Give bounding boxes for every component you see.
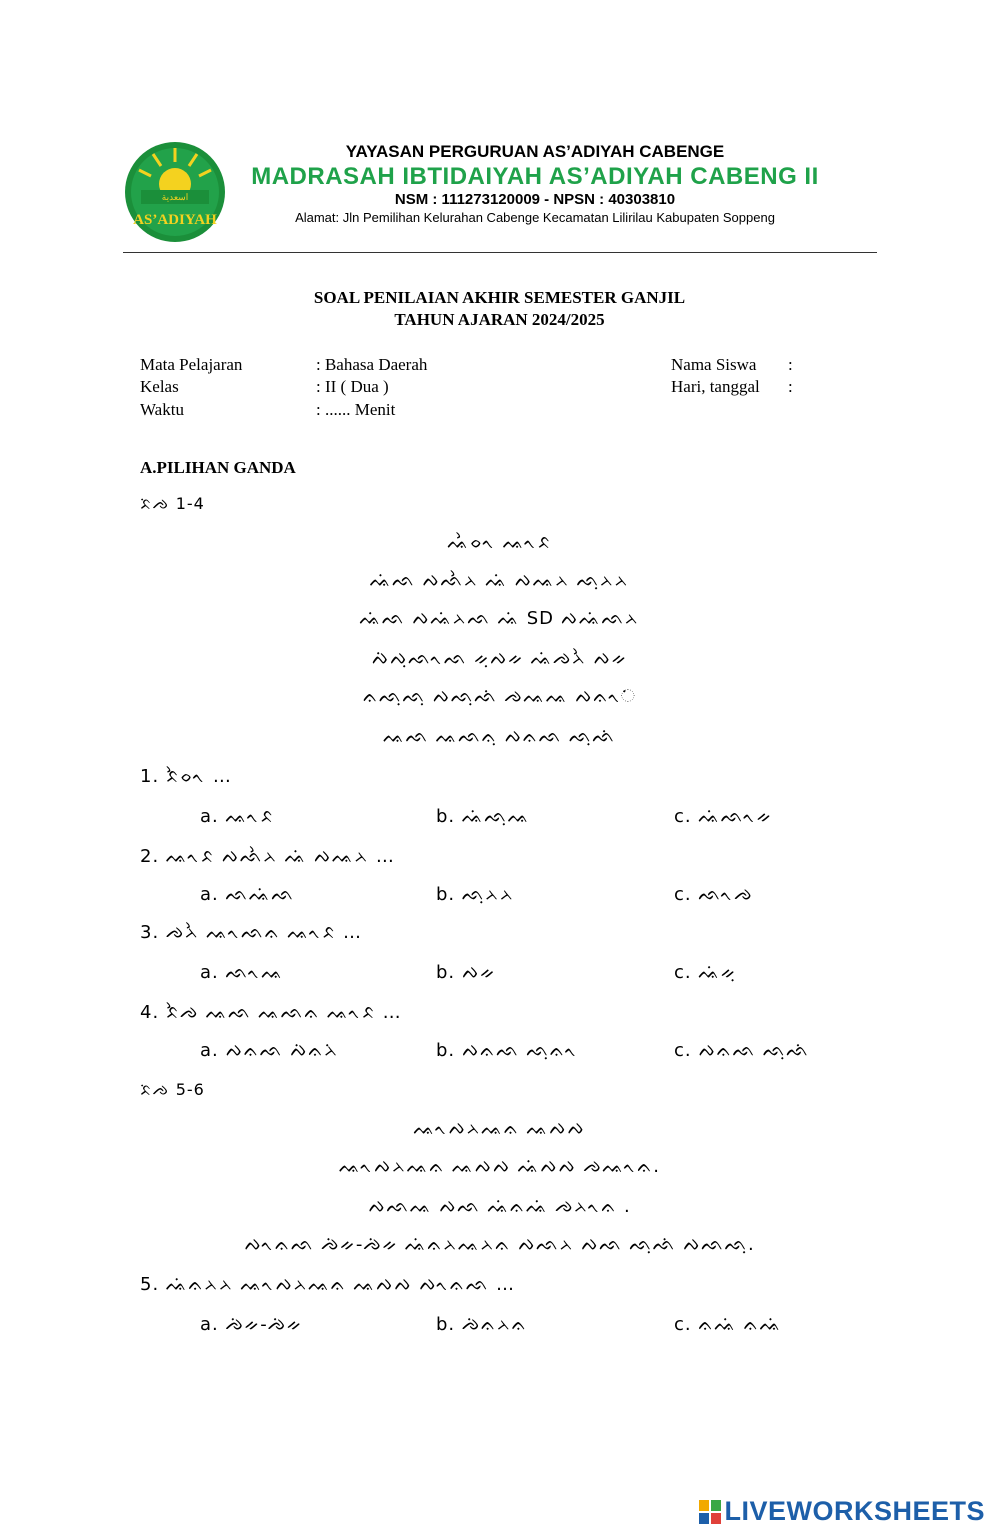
liveworksheets-logo-icon (699, 1500, 721, 1524)
time-label: Waktu (140, 400, 184, 419)
section-title: A.PILIHAN GANDA (140, 458, 296, 477)
passage2-line: ᨄᨚᨊᨒ ᨌᨗᨀ-ᨌᨗᨀ ᨕᨗᨊᨂᨕᨂᨊ ᨄᨒᨂ ᨄᨒ ᨒᨘᨒᨗ ᨄᨒᨒᨘ. (244, 1234, 755, 1255)
question-3: 3. ᨌᨂᨛ ᨕᨚᨒᨊ ᨕᨚᨅ … (140, 922, 363, 943)
name-label: Nama Siswa (671, 355, 757, 374)
subject-label: Mata Pelajaran (140, 355, 243, 374)
question-1: 1. ᨅᨛᨔᨚ … (140, 766, 232, 787)
name-value: : (788, 355, 793, 374)
logo-text: AS’ADIYAH (133, 212, 217, 228)
school-address: Alamat: Jln Pemilihan Kelurahan Cabenge Kecamatan Lilirilau Kabupaten Soppeng (295, 210, 775, 225)
school-ids: NSM : 111273120009 - NPSN : 40303810 (394, 191, 676, 208)
q4-option-c[interactable]: c. ᨄᨊᨒ ᨒᨘᨒᨗ (674, 1040, 810, 1061)
passage1-line: ᨕᨗᨒ ᨄᨕᨗᨂᨒ ᨕᨗ SD ᨄᨕᨗᨒᨂ (359, 608, 640, 629)
q5-option-a[interactable]: a. ᨌᨗᨀ-ᨌᨗᨀ (200, 1314, 303, 1335)
q5-option-c[interactable]: c. ᨊᨕᨗ ᨊᨕᨗ (674, 1314, 783, 1335)
question-5: 5. ᨕᨗᨊᨂᨂ ᨕᨚᨄᨂᨕᨊ ᨕᨄᨄ ᨄᨚᨊᨒ … (140, 1274, 516, 1295)
passage2-line: ᨕᨚᨄᨂᨕᨊ ᨕᨄᨄ (413, 1118, 586, 1139)
class-label: Kelas (140, 377, 179, 396)
passage2-line: ᨄᨒᨕ ᨄᨒ ᨕᨗᨊᨕᨗ ᨌᨂᨚᨊ . (368, 1196, 631, 1217)
brand-text: LIVEWORKSHEETS (724, 1496, 985, 1526)
svg-text:اسعدية: اسعدية (161, 193, 189, 203)
passage1-heading: ᨅᨗᨌ 1-4 (140, 494, 205, 513)
question-2: 2. ᨕᨚᨅ ᨄᨒᨛᨂ ᨕᨗ ᨄᨕᨂ … (140, 846, 395, 867)
subject-value: : Bahasa Daerah (316, 355, 428, 374)
exam-year: TAHUN AJARAN 2024/2025 (394, 310, 605, 329)
foundation-name: YAYASAN PERGURUAN AS’ADIYAH CABENGE (345, 142, 725, 161)
passage1-line: ᨄᨗᨄᨘᨒᨚᨒ ᨀᨘᨄᨀ ᨕᨗᨌᨂᨛ ᨄᨀ (371, 648, 628, 669)
passage2-heading: ᨅᨗᨌ 5-6 (140, 1080, 205, 1099)
header-divider (123, 252, 877, 253)
q5-option-b[interactable]: b. ᨌᨗᨊᨂᨊ (436, 1314, 528, 1335)
class-value: : II ( Dua ) (316, 377, 389, 396)
q1-option-a[interactable]: a. ᨕᨚᨅ (200, 806, 275, 827)
q3-option-c[interactable]: c. ᨕᨗᨀᨘ (674, 962, 737, 983)
q2-option-b[interactable]: b. ᨒᨘᨂᨂ (436, 884, 515, 905)
q4-option-b[interactable]: b. ᨄᨊᨒ ᨒᨘᨊᨚ (436, 1040, 579, 1061)
passage1-line: ᨕᨗᨒ ᨄᨒᨛᨂ ᨕᨗ ᨄᨕᨂ ᨒᨘᨂᨂ (369, 570, 630, 591)
date-label: Hari, tanggal (671, 377, 760, 396)
q2-option-a[interactable]: a. ᨒᨕᨗᨒ (200, 884, 295, 905)
school-logo (123, 140, 227, 244)
time-value: : ...... Menit (316, 400, 396, 419)
question-4: 4. ᨅᨛᨌ ᨕᨒ ᨕᨒᨊ ᨕᨚᨅ … (140, 1002, 402, 1023)
q2-option-c[interactable]: c. ᨒᨚᨌ (674, 884, 754, 905)
q1-option-c[interactable]: c. ᨕᨗᨒᨚᨀ (674, 806, 773, 827)
passage1-line: ᨕᨛᨔᨚ ᨕᨚᨅ (447, 532, 552, 553)
q3-option-b[interactable]: b. ᨄᨀ (436, 962, 496, 983)
q3-option-a[interactable]: a. ᨒᨚᨕ (200, 962, 284, 983)
school-name: MADRASAH IBTIDAIYAH AS’ADIYAH CABENG II (251, 163, 819, 190)
passage1-line: ᨊᨒᨘᨒᨘ ᨄᨒᨘᨒᨗ ᨌᨕᨕ ᨄᨊᨚᨗ (362, 686, 637, 707)
passage2-line: ᨕᨚᨄᨂᨕᨊ ᨕᨄᨄ ᨕᨗᨄᨄ ᨌᨕᨚᨊ. (338, 1156, 661, 1177)
exam-title: SOAL PENILAIAN AKHIR SEMESTER GANJIL (313, 288, 686, 307)
liveworksheets-brand[interactable] (699, 1496, 985, 1527)
date-value: : (788, 377, 793, 396)
passage1-line: ᨕᨒ ᨕᨒᨊᨘ ᨄᨊᨒ ᨒᨘᨒᨗ (383, 726, 616, 747)
q1-option-b[interactable]: b. ᨕᨗᨒᨘᨕ (436, 806, 531, 827)
q4-option-a[interactable]: a. ᨄᨊᨒ ᨄᨗᨊᨂᨗ (200, 1040, 339, 1061)
